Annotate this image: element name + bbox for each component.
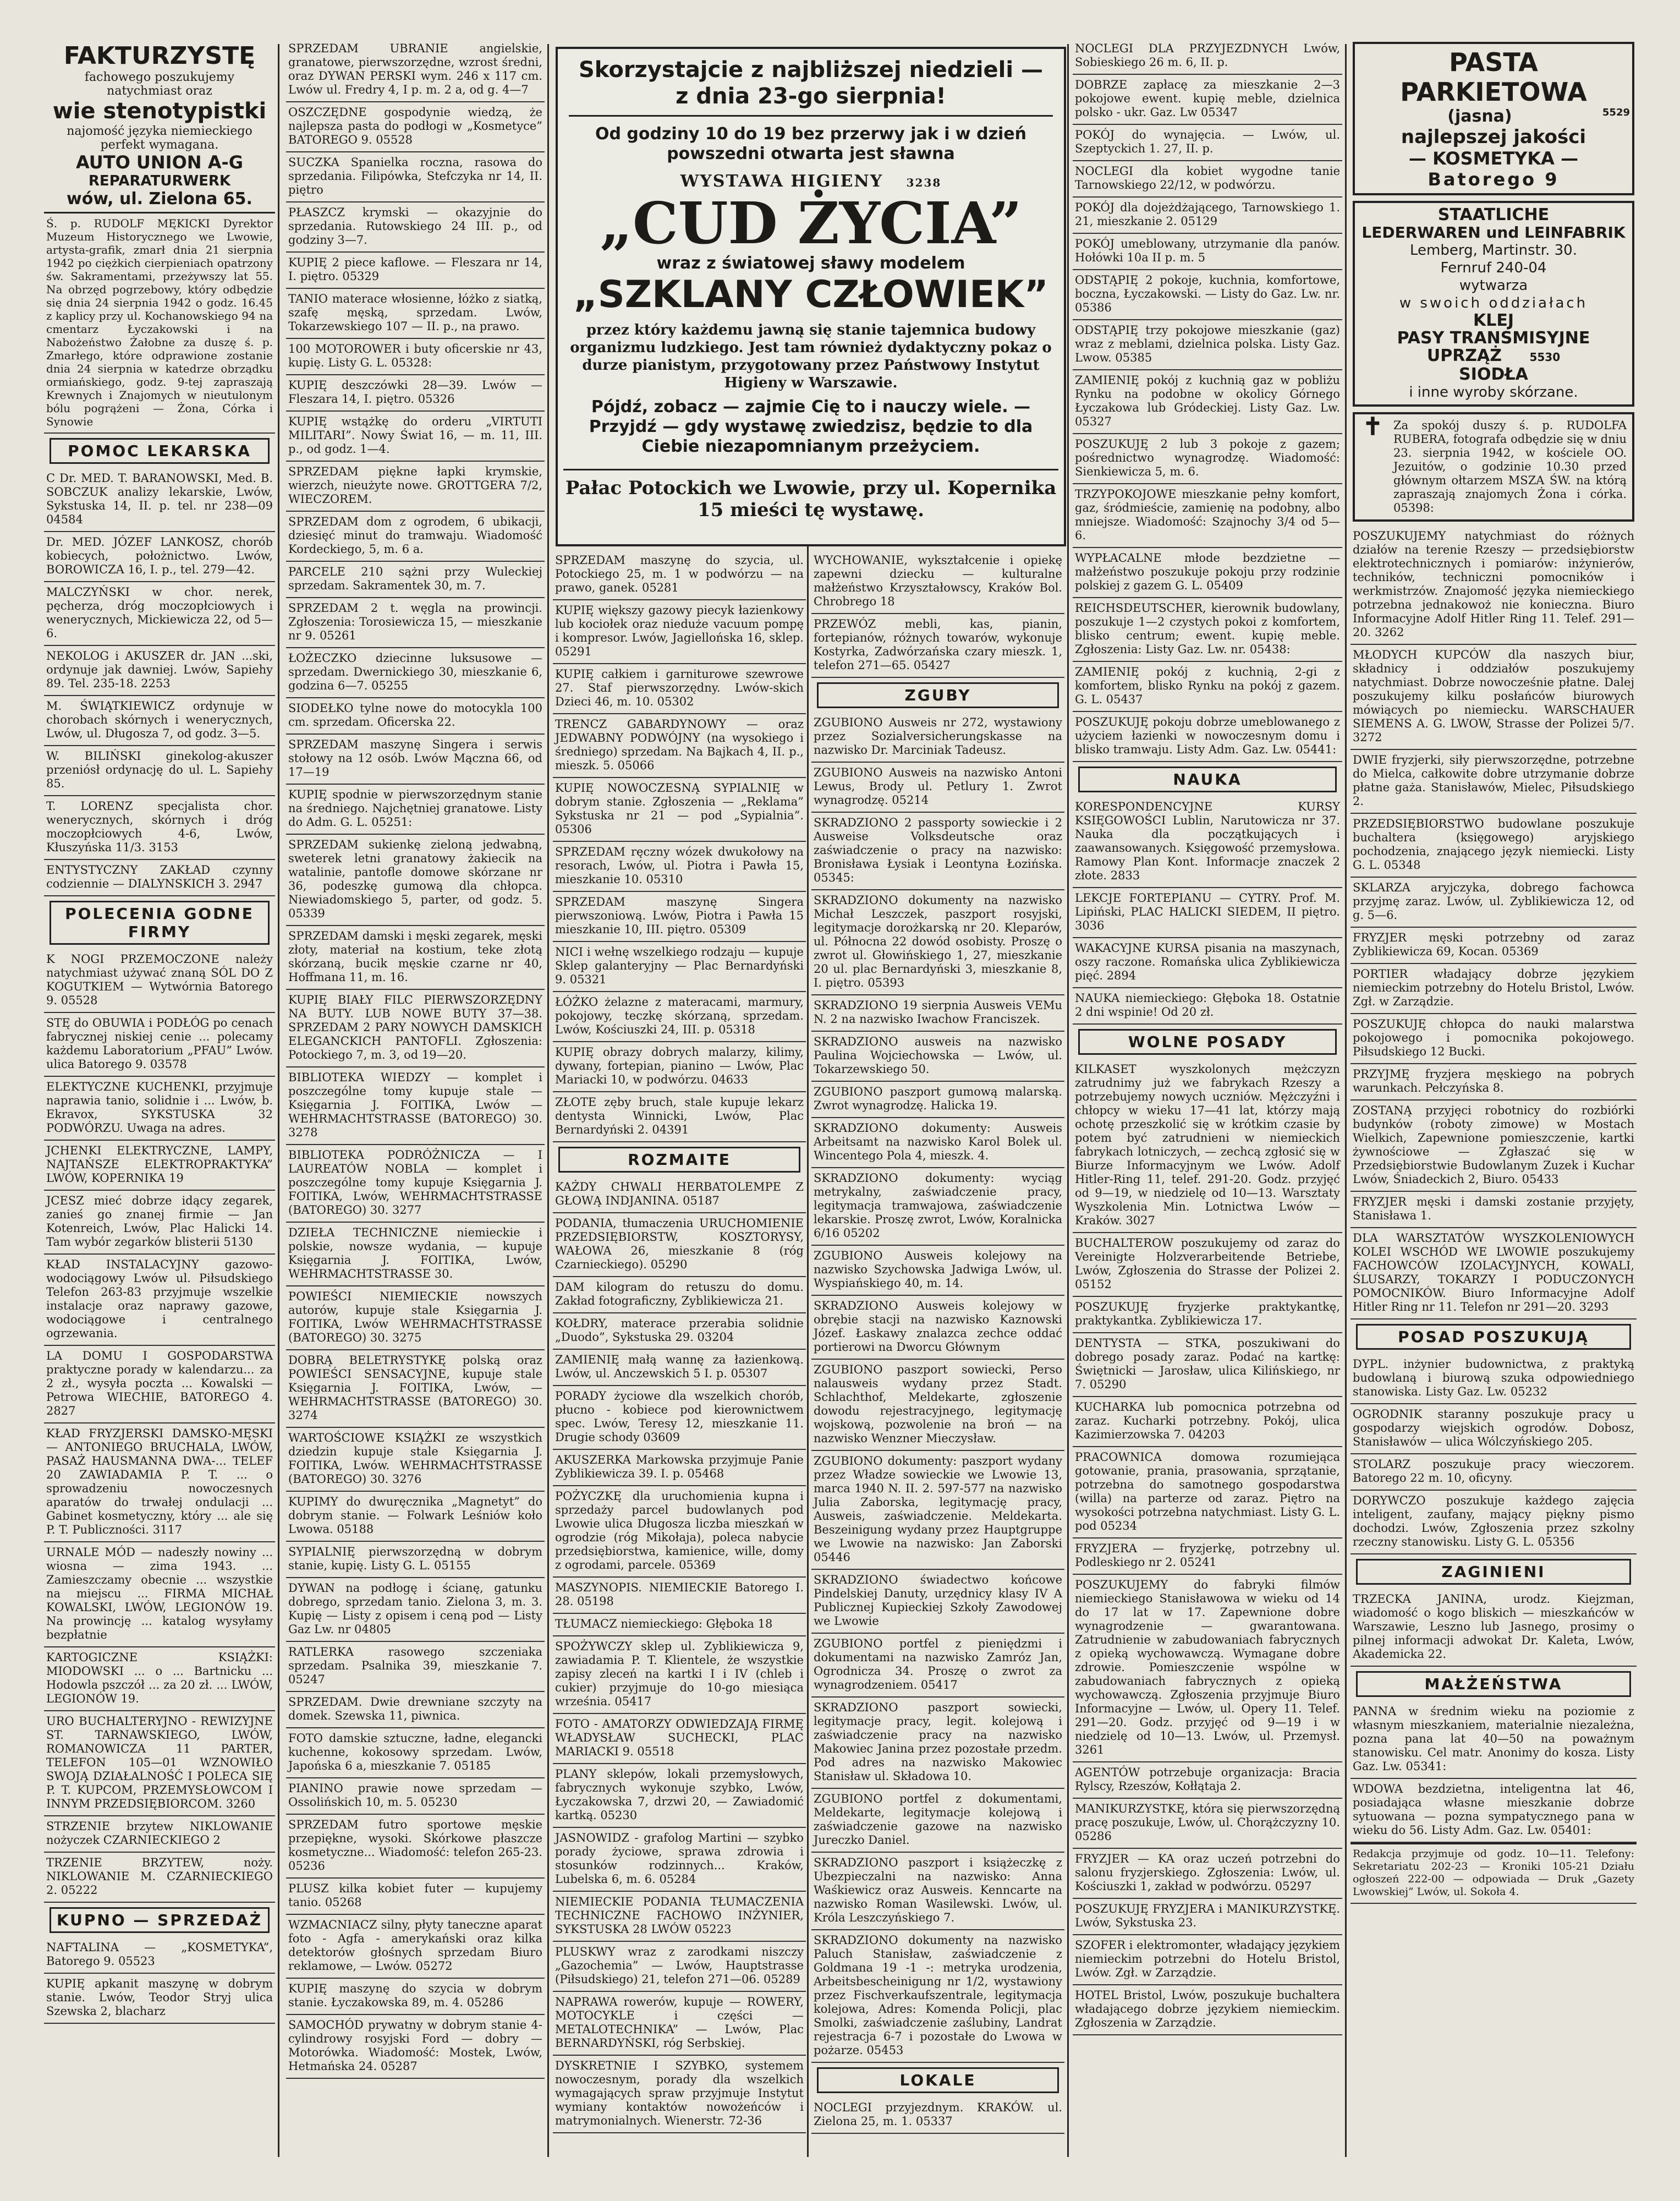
- classified-ad: WZMACNIACZ silny, płyty taneczne aparat foto - Agfa - amerykański oraz kilka detektorów głośnych sprzedam Biuro reklamowe, — Lwów. 05272: [286, 1915, 545, 1979]
- classified-ad: PANNA w średnim wieku na poziomie z własnym mieszkaniem, materialnie niezależna, pozna pana lat 40—50 na poważnym stanowisku. Cel matr. Anonimy do kosza. Listy Gaz. Lw. 05341:: [1350, 1701, 1637, 1779]
- classified-ad: POWIEŚCI NIEMIECKIE nowszych autorów, kupuje stale Księgarnia J. FOITIKA, Lwów WEHRMACHTSTRASSE (BATOREGO) 30. 3275: [286, 1286, 545, 1350]
- classified-ad: SKRADZIONO świadectwo końcowe Pindelskiej Danuty, urzędnicy klasy IV A Publicznej Kupieckiej Szkoły Zawodowej we Lwowie: [811, 1570, 1064, 1634]
- classified-ad: NOCLEGI przyjezdnym. KRAKÓW. ul. Zielona 25, m. 1. 05337: [811, 2098, 1064, 2134]
- classified-ad: FRYZJER męski potrzebny od zaraz Zyblikiewicza 69, Kocan. 05369: [1350, 928, 1637, 964]
- classified-ad: KUCHARKA lub pomocnica potrzebna od zaraz. Kucharki potrzebny. Pokój, ulica Kazimierzowska 7. 04203: [1073, 1397, 1342, 1447]
- classified-ad: ZGUBIONO Ausweis nr 272, wystawiony przez Sozialversicherungskasse na nazwisko Dr. Marciniak Tadeusz.: [811, 713, 1064, 763]
- classified-ad: PRACOWNICA domowa rozumiejąca gotowanie, prania, prasowania, sprzątanie, potrzebna do samotnego gospodarstwa (willa) na parterze od zaraz. Piętro na wysokości potrzebna natychmiast. Listy G. L. pod 05234: [1073, 1447, 1342, 1538]
- classified-ad: KUPIMY do dwuręcznika „Magnetyt” do dobrym stanie. — Folwark Leśniów koło Lwowa. 05188: [286, 1492, 545, 1542]
- ad-list: [44, 1937, 275, 2024]
- classified-ad: SPRZEDAM maszynę Singera pierwszoniową. Lwów, Piotra i Pawła 15 mieszkanie 10, III. piętro. 05309: [553, 892, 806, 942]
- column-3b: [811, 550, 1064, 2157]
- classified-ad: KUPIĘ apkanit maszynę w dobrym stanie. Lwów, Teodor Stryj ulica Szewska 2, blacharz: [44, 1974, 275, 2024]
- classified-ad: BIBLIOTEKA WIEDZY — komplet i poszczególne tomy kupuje stale — Księgarnia J. FOITIKA, Lwów — WEHRMACHTSTRASSE (BATOREGO) 30. 3278: [286, 1067, 545, 1145]
- ad-title: PASTA PARKIETOWA: [1400, 47, 1587, 107]
- promo-location: Pałac Potockich we Lwowie, przy ul. Kopernika 15 mieści tę wystawę.: [563, 469, 1058, 521]
- classified-ad: FRYZJER — KA oraz uczeń potrzebni do salonu fryzjerskiego. Zgłoszenia: Lwów, ul. Kościuszki 1, zakład w podwórzu. 05297: [1073, 1849, 1342, 1899]
- classified-ad: POKÓJ umeblowany, utrzymanie dla panów. Hołówki 10a II p. m. 5: [1073, 234, 1342, 270]
- column-rule: [278, 44, 279, 2157]
- promo-model: „SZKLANY CZŁOWIEK”: [573, 273, 1048, 316]
- classified-ad: AGENTÓW potrzebuje organizacja: Bracia Rylscy, Rzeszów, Kołłątaja 2.: [1073, 1762, 1342, 1799]
- classified-ad: PŁASZCZ krymski — okazyjnie do sprzedania. Rutowskiego 24 III. p., od godziny 3—7.: [286, 202, 545, 253]
- section-header: POMOC LEKARSKA: [50, 438, 270, 464]
- section-header: ZGUBY: [817, 682, 1059, 708]
- section-header: KUPNO — SPRZEDAŻ: [50, 1907, 270, 1933]
- classified-ad: SPRZEDAM dom z ogrodem, 6 ubikacji, dziesięć minut do tramwaju. Wiadomość Kordeckiego, 5, m. 6 a.: [286, 512, 545, 562]
- ad-list: [44, 468, 275, 896]
- ad-title: FAKTURZYSTĘ: [63, 42, 256, 70]
- ad-line: SIODŁA: [1459, 365, 1528, 384]
- classified-ad: SPRZEDAM ręczny wózek dwukołowy na resorach, Lwów, ul. Piotra i Pawła 15, mieszkanie 10. 05310: [553, 842, 806, 892]
- classified-ad: JASNOWIDZ - grafolog Martini — szybko porady życiowe, sprawa zdrowia i stosunków rodzinnych... Kraków, Lubelska 6, m. 6. 05284: [553, 1828, 806, 1892]
- ad-list: [1350, 526, 1637, 1319]
- classified-ad: KUPIĘ obrazy dobrych malarzy, kilimy, dywany, fortepian, pianino — Lwów, Plac Mariacki 10, w podwórzu. 04633: [553, 1042, 806, 1092]
- classified-ad: REICHSDEUTSCHER, kierownik budowlany, poszukuje 1—2 czystych pokoi z komfortem, blisko centrum; ewent. kupię meble. Zgłoszenia: Listy Gaz. Lw. nr. 05438:: [1073, 598, 1342, 662]
- promo-exhibition-name: WYSTAWA HIGIENY: [680, 172, 883, 191]
- section-header: LOKALE: [817, 2067, 1059, 2093]
- ad-lederwaren: [1353, 201, 1634, 407]
- ad-list: [811, 2098, 1064, 2134]
- classified-ad: SKRADZIONO ausweis na nazwisko Paulina Wojciechowska — Lwów, ul. Tokarzewskiego 50.: [811, 1032, 1064, 1082]
- classified-ad: POSZUKUJĘ 2 lub 3 pokoje z gazem; pośrednictwo wynagrodzę. Wiadomość: Sienkiewicza 5, m. 6.: [1073, 434, 1342, 484]
- ad-company: AUTO UNION A-G: [75, 152, 244, 173]
- classified-ad: LEKCJE FORTEPIANU — CYTRY. Prof. M. Lipiński, PLAC HALICKI SIEDEM, II piętro. 3036: [1073, 888, 1342, 938]
- obituary-text: Za spokój duszy ś. p. RUDOLFA RUBERA, fotografa odbędzie się w dniu 23. sierpnia 1942, w kościele OO. Jezuitów, o godzinie 10.30 przed głównym ołtarzem MSZA ŚW. na którą zapraszają znajomych Żona i córka. 05398:: [1393, 419, 1627, 514]
- classified-ad: KŁAD FRYZJERSKI DAMSKO-MĘSKI — ANTONIEGO BRUCHALA, LWÓW, PASAŻ HAUSMANNA DWA-... TELEF 20 ZAWIADAMIA P. T. ... o sprowadzeniu nowoczesnych aparatów do trwałej ondulacji ... Gabinet kosmetyczny, który ... ale się P. T. Publiczności. 3117: [44, 1423, 275, 1542]
- classified-ad: ZAMIENIĘ pokój z kuchnią, 2-gi z komfortem, blisko Rynku na pokój z gazem. G. L. 05437: [1073, 662, 1342, 712]
- ad-address: Batorego 9: [1428, 169, 1560, 190]
- classified-ad: NICI i wełnę wszelkiego rodzaju — kupuje Sklep galanteryjny — Plac Bernardyński 9. 05321: [553, 942, 806, 992]
- classified-ad: WDOWA bezdzietna, inteligentna lat 46, posiadająca własne mieszkanie dobrze sytuowana — pozna sympatycznego pana w wieku do 56. Listy Adm. Gaz. Lw. 05401:: [1350, 1779, 1637, 1843]
- ad-list: [811, 550, 1064, 678]
- ad-list: [1073, 1059, 1342, 2035]
- classified-ad: DYWAN na podłogę i ścianę, gatunku dobrego, sprzedam tanio. Zielona 3, m. 3. Kupię — Listy z opisem i ceną pod — Listy Gaz Lw. nr 04805: [286, 1578, 545, 1642]
- classified-ad: LA DOMU I GOSPODARSTWA praktyczne porady w kalendarzu... za 2 zł., wysyła poczta ... Kowalski — Petrowa WIECHIE, BATOREGO 4. 2827: [44, 1346, 275, 1423]
- ad-list: [44, 949, 275, 1903]
- classified-ad: POSZUKUJĘ FRYZJERA i MANIKURZYSTKĘ. Lwów, Sykstuska 23.: [1073, 1899, 1342, 1935]
- classified-ad: W. BILIŃSKI ginekolog-akuszer przeniósł ordynację do ul. L. Sapiehy 85.: [44, 746, 275, 796]
- column-rule: [807, 545, 809, 2157]
- classified-ad: OGRODNIK staranny poszukuje pracy u gospodarzy wiejskich ogrodów. Dobosz, Stanisławów — ulica Wólczyńskiego 205.: [1350, 1404, 1637, 1454]
- ad-line: w swoich oddziałach: [1399, 295, 1588, 311]
- classified-ad: WAKACYJNE KURSA pisania na maszynach, oszy raczone. Romańska ulica Zyblikiewicza pięć. 2894: [1073, 938, 1342, 988]
- column-rule: [547, 44, 549, 2157]
- classified-ad: SPRZEDAM damski i męski zegarek, męski złoty, materiał na kostium, teke złotą skórzaną, bucik męskie czarne nr 40, Hoffmana 11, m. 16.: [286, 926, 545, 990]
- classified-ad: ODSTĄPIĘ 2 pokoje, kuchnia, komfortowe, boczna, Łyczakowski. — Listy do Gaz. Lw. nr. 05386: [1073, 270, 1342, 320]
- classified-ad: NAPRAWA rowerów, kupuje — ROWERY, MOTOCYKLE i części — METALOTECHNIKA” — Lwów, Plac BERNARDYŃSKI, róg Serbskiej.: [553, 1992, 806, 2056]
- classified-ad: JCESZ mieć dobrze idący zegarek, zanieś go znanej firmie — Jan Kotenreich, Lwów, Plac Halicki 14. Tam wybór zegarków blisterii 5130: [44, 1191, 275, 1255]
- classified-ad: WARTOŚCIOWE KSIĄŻKI ze wszystkich dziedzin kupuje stale Księgarnia J. FOITIKA, Lwów. WEHRMACHTSTRASSE (BATOREGO) 30. 3276: [286, 1428, 545, 1492]
- ad-line-text: UPRZĄŻ: [1426, 346, 1502, 365]
- classified-ad: SKRADZIONO Ausweis kolejowy w obrębie stacji na nazwisko Kaznowski Józef. Łaskawy znalazca zechce oddać portierowi na Dworcu Głównym: [811, 1296, 1064, 1360]
- classified-ad: SPRZEDAM maszynę Singera i serwis stołowy na 12 osób. Lwów Mączna 66, od 17—19: [286, 735, 545, 785]
- classified-ad: KUPIĘ wstążkę do orderu „VIRTUTI MILITARI”. Nowy Świat 16, — m. 11, III. p., od godz. 1—4.: [286, 412, 545, 462]
- classified-ad: SUCZKA Spanielka roczna, rasowa do sprzedania. Filipówka, Stefczyka nr 14, II. piętro: [286, 152, 545, 202]
- classified-ad: DZIEŁA TECHNICZNE niemieckie i polskie, nowsze wydania, — kupuje Księgarnia J. FOITIKA, Lwów, WEHRMACHTSTRASSE 30.: [286, 1223, 545, 1286]
- ad-ref: 5529: [1602, 107, 1630, 118]
- classified-ad: DYSKRETNIE I SZYBKO, systemem nowoczesnym, porady dla wszelkich wymagających spraw przyjmuje Instytut wymiany kontaktów nowożeńców i matrymonialnych. Wienerstr. 72-36: [553, 2056, 806, 2133]
- classified-ad: PRZEDSIĘBIORSTWO budowlane poszukuje buchaltera (księgowego) aryjskiego pochodzenia, znającego język niemiecki. Listy G. L. 05348: [1350, 814, 1637, 878]
- classified-ad: PODANIA, tłumaczenia URUCHOMIENIE PRZEDSIĘBIORSTW, KOSZTORYSY, WAŁOWA 26, mieszkanie 8 (róg Czarnieckiego). 05290: [553, 1213, 806, 1277]
- ad-shop: — KOSMETYKA —: [1408, 148, 1579, 169]
- obituary-2: [1353, 412, 1634, 522]
- classified-ad: SKRADZIONO dokumenty: wyciąg metrykalny, zaświadczenie pracy, legitymacja tramwajowa, zaświadczenie lekarskie. Proszę zwrot, Lwów, Koralnicka 6/16 05202: [811, 1168, 1064, 1246]
- classified-ad: TRZYPOKOJOWE mieszkanie pełny komfort, gaz, śródmieście, zamienię na podobny, albo mniejsze. Wiadomość: Szajnochy 3/4 od 5—6.: [1073, 484, 1342, 548]
- classified-ad: JCHENKI ELEKTRYCZNE, LAMPY, NAJTAŃSZE ELEKTROPRAKTYKA” LWÓW, KOPERNIKA 19: [44, 1141, 275, 1191]
- classified-ad: SKRADZIONO dokumenty na nazwisko Paluch Stanisław, zaświadczenie z Goldmana 19 -1 -: metryka urodzenia, Arbeitsbescheinigung nr 1/2, wystawiony przez Fischverkaufszentrale, legitymacja kolejowa, Adres: Komenda Policji, plac Smolki, zaświadczenie zaślubiny, Landrat rejestracja 6-7 i pozostałe do Lwowa w pożarze. 05453: [811, 1930, 1064, 2063]
- section-header: POLECENIA GODNE FIRMY: [50, 901, 270, 945]
- classified-ad: DOBRĄ BELETRYSTYKĘ polską oraz POWIEŚCI SENSACYJNE, kupuje stale Księgarnia J. FOITIKA, Lwów, — WEHRMACHTSTRASSE (BATOREGO) 30. 3274: [286, 1350, 545, 1428]
- classified-ad: FOTO damskie sztuczne, ładne, elegancki kuchenne, kokosowy sprzedam. Lwów, Japońska 6 a, mieszkanie 7. 05185: [286, 1728, 545, 1778]
- classified-ad: HOTEL Bristol, Lwów, poszukuje buchaltera władającego dobrze językiem niemieckim. Zgłoszenia w Zarządzie.: [1073, 1985, 1342, 2035]
- classified-ad: TANIO materace włosienne, łóżko z siatką, szafę męską, sprzedam. Lwów, Tokarzewskiego 107 — II. p., na prawo.: [286, 289, 545, 339]
- promo-title: „CUD ŻYCIA”: [600, 189, 1022, 257]
- ad-fakturzysta: [44, 39, 275, 213]
- classified-ad: KARTOGICZNE KSIĄŻKI: MIODOWSKI ... o ... Bartnicku ... Hodowla pszczół ... za 20 zł. ... LWÓW, LEGIONÓW 19.: [44, 1647, 275, 1711]
- classified-ad: WYPŁACALNE młode bezdzietne — małżeństwo poszukuje pokoju przy rodzinie polskiej z gazem G. L. 05409: [1073, 548, 1342, 598]
- classified-ad: POSZUKUJĘ chłopca do nauki malarstwa pokojowego i pomocnika pokojowego. Piłsudskiego 12 Bucki.: [1350, 1014, 1637, 1064]
- classified-ad: KUPIĘ 2 piece kaflowe. — Fleszara nr 14, I. piętro. 05329: [286, 253, 545, 289]
- ad-line: PASY TRANSMISYJNE: [1397, 328, 1590, 348]
- promo-ref: 3238: [906, 176, 942, 189]
- classified-ad: NOCLEGI DLA PRZYJEZDNYCH Lwów, Sobieskiego 26 m. 6, II. p.: [1073, 39, 1342, 75]
- promo-with: wraz z światowej sławy modelem: [656, 254, 965, 273]
- promo-description: przez który każdemu jawną się stanie tajemnica budowy organizmu ludzkiego. Jest tam również dydaktyczny pokaz o durze pianistym, przygotowany przez Państwowy Instytut Higieny w Warszawie.: [570, 322, 1052, 391]
- cross-icon: ✝: [1363, 413, 1383, 441]
- classified-ad: OSZCZĘDNE gospodynie wiedzą, że najlepsza pasta do podłogi w „Kosmetyce” BATOREGO 9. 05528: [286, 102, 545, 152]
- classified-ad: ZGUBIONO portfel z dokumentami, Meldekarte, legitymacje kolejową i zaświadczenie gazowe na nazwisko Jureczko Daniel.: [811, 1789, 1064, 1853]
- ad-company: REPARATURWERK: [88, 173, 231, 189]
- classified-ad: SPRZEDAM UBRANIE angielskie, granatowe, pierwszorzędne, wzrost średni, oraz DYWAN PERSKI wym. 246 x 117 cm. Lwów ul. Fredry 4, I p. m. 2 a, od g. 4—7: [286, 39, 545, 102]
- section-header: ROZMAITE: [558, 1147, 800, 1173]
- classified-ad: MŁODYCH KUPCÓW dla naszych biur, składnicy i oddziałów poszukujemy natychmiast. Dobrze nowocześnie płatne. Dalej poszukujemy kilku posłańców biurowych mówiących po niemiecku. WARSCHAUER SIEMENS A. G. LWOW, Strasse der Polizei 5/7. 3272: [1350, 645, 1637, 750]
- ad-body: fachowego poszukujemy natychmiast oraz: [84, 70, 235, 98]
- classified-ad: K NOGI PRZEMOCZONE należy natychmiast używać znaną SÓL DO Z KOGUTKIEM — Wytwórnia Batorego 9. 05528: [44, 949, 275, 1013]
- classified-ad: M. ŚWIĄTKIEWICZ ordynuje w chorobach skórnych i wenerycznych, Lwów, ul. Długosza 7, od godz. 3—5.: [44, 696, 275, 746]
- classified-ad: ŁOŻECZKO dziecinne luksusowe — sprzedam. Dwernickiego 30, mieszkanie 6, godzina 6—7. 05255: [286, 648, 545, 698]
- classified-ad: C Dr. MED. T. BARANOWSKI, Med. B. SOBCZUK analizy lekarskie, Lwów, Sykstuska 14, II. p. tel. nr 238—09 04584: [44, 468, 275, 532]
- promo-hours: Od godziny 10 do 19 bez przerwy jak i w dzień powszedni otwarta jest sławna: [595, 124, 1027, 163]
- classified-ad: KUPIĘ deszczówki 28—39. Lwów — Fleszara 14, I. piętro. 05326: [286, 375, 545, 412]
- classified-ad: PLANY sklepów, lokali przemysłowych, fabrycznych wykonuje szybko, Lwów, Łyczakowska 7, drzwi 20, — Zawiadomić kartką. 05230: [553, 1764, 806, 1828]
- classified-ad: DWIE fryzjerki, siły pierwszorzędne, potrzebne do Mielca, całkowite dobre utrzymanie dobrze płatne gaża. Stanisławów, Mielec, Piłsudskiego 2.: [1350, 750, 1637, 814]
- column-rule: [1345, 44, 1347, 2157]
- classified-ad: SPRZEDAM piękne łapki krymskie, wierzch, nieużyte nowe. GROTTGERA 7/2, WIECZOREM.: [286, 462, 545, 512]
- classified-ad: TŁUMACZ niemieckiego: Głęboka 18: [553, 1614, 806, 1636]
- classified-ad: ZGUBIONO paszport sowiecki, Perso nalausweis wydany przez Stadt. Schlachthof, Meldekarte, zgłoszenie dowodu rejestracyjnego, legitymację wojskową, pozwolenie na broń — na nazwisko Wenzner Mieczysław.: [811, 1360, 1064, 1451]
- classified-ad: TRZECKA JANINA, urodz. Kiejzman, wiadomość o kogo bliskich — mieszkańców w Warszawie, Leszno lub Jasnego, prosimy o pilnej informacji adwokat Dr. Kaleta, Lwów, Akademicka 22.: [1350, 1589, 1637, 1667]
- classified-ad: DORYWCZO poszukuje każdego zajęcia inteligent, zaufany, mający piękny pismo dochodzi. Lwów, Zgłoszenia przez szkolny rzeczny stanowisku. Listy G. L. 05356: [1350, 1491, 1637, 1554]
- classified-ad: KUPIĘ całkiem i garniturowe szewrowe 27. Staf pierwszorzędny. Lwów-skich Dzieci 46, m. 10. 05302: [553, 664, 806, 714]
- classified-ad: KUPIĘ NOWOCZESNĄ SYPIALNIĘ w dobrym stanie. Zgłoszenia — „Reklama” Sykstuska nr 21 — pod „Sypialnia”. 05306: [553, 778, 806, 842]
- classified-ad: ZGUBIONO paszport gumową malarską. Zwrot wynagrodzę. Halicka 19.: [811, 1082, 1064, 1118]
- classified-ad: FRYZJER męski i damski zostanie przyjęty, Stanisława 1.: [1350, 1192, 1637, 1228]
- classified-ad: NEKOLOG i AKUSZER dr. JAN ...ski, ordynuje jak dawniej. Lwów, Sapiehy 89. Tel. 235-18. 2253: [44, 646, 275, 696]
- classified-ad: T. LORENZ specjalista chor. wenerycznych, skórnych i dróg moczopłciowych 4-6, Lwów, Kłuszyńska 11/3. 3153: [44, 796, 275, 860]
- classified-ad: MASZYNOPIS. NIEMIECKIE Batorego I. 28. 05198: [553, 1578, 806, 1614]
- ad-list: [553, 1177, 806, 2133]
- ad-sub: [1357, 107, 1630, 126]
- classified-ad: STĘ do OBUWIA i PODŁÓG po cenach fabrycznej niskiej cenie ... polecamy każdemu Laboratorium „PFAU” Lwów. ulica Batorego 9. 03578: [44, 1013, 275, 1077]
- exhibition-advert: [556, 47, 1066, 546]
- classified-ad: POSZUKUJĘ fryzjerke praktykantkę, praktykantka. Zyblikiewicza 17.: [1073, 1297, 1342, 1333]
- classified-ad: ZŁOTE zęby bruch, stale kupuje lekarz dentysta Winnicki, Lwów, Plac Bernardyński 2. 04391: [553, 1092, 806, 1142]
- ad-list: [286, 39, 545, 2079]
- classified-ad: SKLARZA aryjczyka, dobrego fachowca przyjmę zaraz. Lwów, ul. Zyblikiewicza 12, od g. 5—6.: [1350, 878, 1637, 928]
- classified-ad: MALCZYŃSKI w chor. nerek, pęcherza, dróg moczopłciowych i wenerycznych, Mickiewicza 22, od 5—6.: [44, 582, 275, 646]
- classified-ad: KUPIĘ większy gazowy piecyk łazienkowy lub kociołek oraz nieduże vacuum pompę i kompresor. Lwów, Jagiellońska 16, sklep. 05291: [553, 600, 806, 664]
- classified-ad: SKRADZIONO 19 sierpnia Ausweis VEMu N. 2 na nazwisko Iwachow Franciszek.: [811, 995, 1064, 1032]
- classified-ad: SPOŻYWCZY sklep ul. Zyblikiewicza 9, zawiadamia P. T. Klientele, że wszystkie zapisy zleceń na kartki I i IV (chleb i cukier) przyjmuje do 10-go miesiąca września. 05417: [553, 1636, 806, 1714]
- obituary: Ś. p. RUDOLF MĘKICKI Dyrektor Muzeum Historycznego we Lwowie, artysta-grafik, zmarł dnia 21 sierpnia 1942 po ciężkich cierpieniach opatrzony św. Sakramentami, przeżywszy lat 55. Na obrzęd pogrzebowy, który odbędzie się dnia 24 sierpnia 1942 o godz. 16.45 z kaplicy przy ul. Kochanowskiego 94 na cmentarz Łyczakowski i na Nabożeństwo Żałobne za duszę ś. p. Zmarłego, które odprawione zostanie dnia 24 sierpnia w katedrze obrządku ormiańskiego, godz. 9-tej zapraszają Krewnych i Znajomych w nieutulonym bólu pogrążeni — Żona, Córka i Synowie: [44, 213, 275, 434]
- classified-ad: NIEMIECKIE PODANIA TŁUMACZENIA TECHNICZNE FACHOWO INŻYNIER, SYKSTUSKA 28 LWÓW 05223: [553, 1892, 806, 1942]
- classified-ad: SPRZEDAM futro sportowe męskie przepiękne, wysoki. Skórkowe płaszcze kosmetyczne... Wiadomość: telefon 265-23. 05236: [286, 1815, 545, 1879]
- classified-ad: SIODEŁKO tylne nowe do motocykla 100 cm. sprzedam. Oficerska 22.: [286, 698, 545, 735]
- classified-ad: 100 MOTOROWER i buty oficerskie nr 43, kupię. Listy G. L. 05328:: [286, 339, 545, 375]
- classified-ad: Dr. MED. JÓZEF LANKOSZ, chorób kobiecych, położnictwo. Lwów, BOROWICZA 16, I. p., tel. 279—42.: [44, 532, 275, 582]
- ad-line: [1357, 347, 1630, 366]
- classified-ad: ELEKTYCZNE KUCHENKI, przyjmuje naprawia tanio, solidnie i ... Lwów, b. Ekravox, SYKSTUSKA 32 PODWÓRZU. Uwaga na adres.: [44, 1077, 275, 1141]
- classified-ad: FRYZJERA — fryzjerkę, potrzebny ul. Podleskiego nr 2. 05241: [1073, 1538, 1342, 1575]
- classified-ad: PLUSKWY wraz z zarodkami niszczy „Gazochemia” — Lwów, Hauptstrasse (Piłsudskiego) 21, telefon 271—06. 05289: [553, 1942, 806, 1992]
- classified-ad: NAUKA niemieckiego: Głęboka 18. Ostatnie 2 dni wspinie! Od 20 zł.: [1073, 988, 1342, 1025]
- classified-ad: POSZUKUJĘ pokoju dobrze umeblowanego z użyciem łazienki w nowoczesnym domu i blisko tramwaju. Listy Adm. Gaz. Lw. 05441:: [1073, 712, 1342, 762]
- classified-ad: URO BUCHALTERYJNO - REWIZYJNE ST. TARNAWSKIEGO, LWÓW, ROMANOWICZA 11 PARTER, TELEFON 105—01 WZNOWIŁO SWOJĄ DZIAŁALNOŚĆ I POLECA SIĘ P. T. KUPCOM, PRZEMYSŁOWCOM I INNYM PRZEDSIĘBIORCOM. 3260: [44, 1711, 275, 1816]
- ad-line: STAATLICHE: [1437, 205, 1550, 225]
- classified-ad: SPRZEDAM maszynę do szycia, ul. Potockiego 25, m. 1 w podwórzu — na prawo, ganek. 05281: [553, 550, 806, 600]
- section-header: POSAD POSZUKUJĄ: [1356, 1324, 1631, 1350]
- classified-ad: STRZENIE brzytew NIKLOWANIE nożyczek CZARNIECKIEGO 2: [44, 1816, 275, 1853]
- ad-address: wów, ul. Zielona 65.: [67, 189, 252, 209]
- classified-ad: ZGUBIONO Ausweis na nazwisko Antoni Lewus, Brody ul. Petlury 1. Zwrot wynagrodzę. 05214: [811, 763, 1064, 813]
- classified-ad: WYCHOWANIE, wykształcenie i opiekę zapewni dziecku — kulturalne małżeństwo Krzyształowscy, Kraków Bol. Chrobrego 18: [811, 550, 1064, 614]
- classified-ad: KORESPONDENCYJNE KURSY KSIĘGOWOŚCI Lublin, Narutowicza nr 37. Nauka dla początkujących i zaawansowanych. Księgowość przemysłowa. Ramowy Plan Kont. Informacje znaczek 2 złote. 2833: [1073, 797, 1342, 888]
- classified-ad: STOLARZ poszukuje pracy wieczorem. Batorego 22 m. 10, oficyny.: [1350, 1454, 1637, 1491]
- classified-ad: ZGUBIONO Ausweis kolejowy na nazwisko Szychowska Jadwiga Lwów, ul. Wyspiańskiego 40, m. 14.: [811, 1246, 1064, 1296]
- classified-ad: SYPIALNIĘ pierwszorzędną w dobrym stanie, kupię. Listy G. L. 05155: [286, 1542, 545, 1578]
- classified-ad: ODSTĄPIĘ trzy pokojowe mieszkanie (gaz) wraz z meblami, dzielnica polska. Listy Gaz. Lwow. 05385: [1073, 320, 1342, 370]
- column-2: [286, 39, 545, 2157]
- classified-ad: POSZUKUJEMY natychmiast do różnych działów na terenie Rzeszy — przedsiębiorstw elektrotechnicznych i pomiarów: inżynierów, techników, techniczni pomocników i werkmistrzów. Znajomość języka niemieckiego potrzebna jednakowoż nie konieczna. Biuro Informacyjne Adolf Hitler Ring 11. Telef. 291—20. 3262: [1350, 526, 1637, 645]
- classified-ad: FOTO - AMATORZY ODWIEDZAJĄ FIRMĘ WŁADYSŁAW SUCHECKI, PLAC MARIACKI 9. 05518: [553, 1714, 806, 1764]
- classified-ad: PRZYJMĘ fryzjera męskiego na pobrych warunkach. Pełczyńska 8.: [1350, 1064, 1637, 1100]
- classified-ad: KOŁDRY, materace przerabia solidnie „Duodo”, Sykstuska 29. 03204: [553, 1313, 806, 1350]
- ad-line: LEDERWAREN und LEINFABRIK: [1361, 223, 1626, 242]
- promo-invitation: Pójdź, zobacz — zajmie Cię to i nauczy wiele. — Przyjdź — gdy wystawę zwiedzisz, będzie to dla Ciebie niezapomnianym przeżyciem.: [589, 397, 1033, 456]
- classified-ad: URNALE MÓD — nadeszły nowiny ... wiosna — zima 1943. ... Zamieszczamy obecnie ... wszystkie na miejscu ... FIRMA MICHAŁ KOWALSKI, LWÓW, LEGIONÓW 19. Na prowincję ... katalog wysyłamy bezpłatnie: [44, 1542, 275, 1647]
- classified-ad: DENTYSTA — STKA, poszukiwani do dobrego posady zaraz. Podać na kartkę: Świętnicki — Jarosław, ulica Kilińskiego, nr 7. 05290: [1073, 1333, 1342, 1397]
- classified-ad: MANIKURZYSTKĘ, która się pierwszorzędną pracę poszukuje, Lwów, ul. Chorążczyzny 10. 05286: [1073, 1799, 1342, 1849]
- column-3a: [553, 550, 806, 2157]
- ad-list: [1350, 1589, 1637, 1667]
- classified-ad: ZGUBIONO portfel z pieniędzmi i dokumentami na nazwisko Zamróz Jan, Ogrodnicza 34. Proszę o zwrot za wynagrodzeniem. 05417: [811, 1634, 1064, 1698]
- classified-ad: ZGUBIONO dokumenty: paszport wydany przez Władze sowieckie we Lwowie 13, marca 1940 N. II. 2. 597-577 na nazwisko Julia Zaborska, legitymację pracy, Ausweis, zaświadczenie. Meldekarta. Beszeinigung wydany przez Hauptgruppe we Lwowie na nazwisko: Jan Zaborski 05446: [811, 1451, 1064, 1570]
- ad-line: i inne wyroby skórzane.: [1409, 384, 1578, 401]
- classified-ad: POKÓJ dla dojeżdżającego, Tarnowskiego 1. 21, mieszkanie 2. 05129: [1073, 198, 1342, 234]
- classified-ad: DYPL. inżynier budownictwa, z praktyką budowlaną i biurową szuka odpowiedniego stanowiska. Listy Gaz. Lw. 05232: [1350, 1354, 1637, 1404]
- classified-ad: NOCLEGI dla kobiet wygodne tanie Tarnowskiego 22/12, w podwórzu.: [1073, 161, 1342, 198]
- ad-line: Lemberg, Martinstr. 30.: [1410, 242, 1577, 259]
- footer: Redakcja przyjmuje od godz. 10—11. Telefony: Sekretariatu 202-23 — Kroniki 105-21 Działu ogłoszeń 222-00 — odpowiada — Druk „Gazety Lwowskiej” Lwów, ul. Sokoła 4.: [1350, 1843, 1637, 1904]
- classified-ad: KUPIĘ maszynę do szycia w dobrym stanie. Łyczakowska 89, m. 4. 05286: [286, 1979, 545, 2015]
- ad-quality: najlepszej jakości: [1401, 126, 1586, 148]
- classified-ad: SPRZEDAM. Dwie drewniane szczyty na domek. Szewska 11, piwnica.: [286, 1692, 545, 1728]
- column-rule: [1067, 44, 1069, 2157]
- ad-pasta-parkietowa: [1353, 42, 1634, 195]
- classified-ad: POSZUKUJEMY do fabryki filmów niemieckiego Stanisławowa w wieku od 14 do 17 lat w 17. Zapewnione dobre wynagrodzenie — gwarantowana. Zatrudnienie w zabudowaniach fabrycznych z opieką wychowawczą. Wymagane dobre zdrowie. Pomieszczenie wspólne w zabudowaniach fabrycznych z opieką wychowawczą. Zgłoszenia przyjmuje Biuro Informacyjne — Lwów, ul. Opery 11. Telef. 291—20. Godz. przyjęć od 9—19 i w niedzielę od 10—13. Lwów, ul. Przemysł. 3261: [1073, 1575, 1342, 1762]
- ad-title: wie stenotypistki: [52, 98, 267, 124]
- classified-ad: DAM kilogram do retuszu do domu. Zakład fotograficzny, Zyblikiewicza 21.: [553, 1277, 806, 1313]
- classified-ad: DLA WARSZTATÓW WYSZKOLENIOWYCH KOLEI WSCHÓD WE LWOWIE poszukujemy FACHOWCÓW IZOLACYJNYCH, KOWALI, ŚLUSARZY, TOKARZY I PODUCZONYCH POMOCNIKÓW. Biuro Informacyjne Adolf Hitler Ring nr 11. Telefon nr 291—20. 3293: [1350, 1228, 1637, 1319]
- classified-ad: KUPIĘ BIAŁY FILC PIERWSZORZĘDNY NA BUTY. LUB NOWE BUTY 37—38. SPRZEDAM 2 PARY NOWYCH DAMSKICH ELEGANCKICH PANTOFLI. Zgłoszenia: Potockiego 7, m. 3, od 19—20.: [286, 990, 545, 1067]
- classified-ad: SKRADZIONO dokumenty na nazwisko Michał Leszczek, paszport rosyjski, legitymacje dorożkarską nr 20. Kleparów, ul. Północna 22 dowód osobisty. Proszę o zwrot ul. Głowińskiego 1, 27, mieszkanie 20 ul. plac Bernardyński 3, mieszkanie 8, I. piętro. 05393: [811, 890, 1064, 995]
- classified-ad: KŁAD INSTALACYJNY gazowo-wodociągowy Lwów ul. Piłsudskiego Telefon 263-83 przyjmuje wszelkie instalacje oraz naprawy gazowe, wodociągowe i centralnego ogrzewania.: [44, 1255, 275, 1346]
- classified-ad: PORTIER władający dobrze językiem niemieckim potrzebny do Hotelu Bristol, Lwów. Zgł. w Zarządzie.: [1350, 964, 1637, 1014]
- ad-line: wytwarza: [1459, 277, 1528, 294]
- classified-ad: SAMOCHÓD prywatny w dobrym stanie 4-cylindrowy rosyjski Ford — dobry — Motorówka. Wiadomość: Mostek, Lwów, Hetmańska 24. 05287: [286, 2015, 545, 2079]
- classified-ad: SPRZEDAM 2 t. węgla na prowincji. Zgłoszenia: Torosiewicza 15, — mieszkanie nr 9. 05261: [286, 598, 545, 648]
- classified-ad: AKUSZERKA Markowska przyjmuje Panie Zyblikiewicza 39. I. p. 05468: [553, 1450, 806, 1486]
- ad-list: [811, 713, 1064, 2063]
- classified-ad: ENTYSTYCZNY ZAKŁAD czynny codziennie — DIALYNSKICH 3. 2947: [44, 860, 275, 896]
- classified-ad: SKRADZIONO dokumenty: Ausweis Arbeitsamt na nazwisko Karol Bolek ul. Wincentego Pola 4, mieszk. 4.: [811, 1118, 1064, 1168]
- ad-list: [553, 550, 806, 1142]
- promo-headline: Skorzystajcie z najbliższej niedzieli — z dnia 23-go sierpnia!: [569, 57, 1053, 117]
- classified-ad: PRZEWÓZ mebli, kas, pianin, fortepianów, różnych towarów, wykonuje Kostyrka, Zadwórzańska czary mieszk. 1, telefon 271—65. 05427: [811, 614, 1064, 678]
- classified-ad: TRENCZ GABARDYNOWY — oraz JEDWABNY PODWÓJNY (na wysokiego i średniego) sprzedam. Na Bajkach 4, II. p., mieszk. 5. 05066: [553, 714, 806, 778]
- classified-ad: PARCELE 210 sążni przy Wuleckiej sprzedam. Sakramentek 30, m. 7.: [286, 562, 545, 598]
- classified-ad: ZAMIENIĘ pokój z kuchnią gaz w pobliżu Rynku na podobne w okolicy Górnego Łyczakowa lub Gródeckiej. Listy Gaz. Lw. 05327: [1073, 370, 1342, 434]
- ad-body: najomość języka niemieckiego perfekt wymagana.: [67, 124, 252, 152]
- ad-line: KLEJ: [1473, 311, 1514, 330]
- classified-ad: NAFTALINA — „KOSMETYKA”, Batorego 9. 05523: [44, 1937, 275, 1974]
- classified-ad: PORADY życiowe dla wszelkich chorób, płucno - kobiece pod kierownictwem spec. Lwów, Teresy 12, mieszkanie 11. Drugie schody 03609: [553, 1386, 806, 1450]
- ad-ref: 5530: [1529, 351, 1561, 364]
- ad-line: Fernruf 240-04: [1440, 260, 1547, 276]
- classified-ad: SPRZEDAM sukienkę zieloną jedwabną, sweterek letni granatowy żakiecik na watalinie, pantofle domowe skórzane nr 36, podeszkę gumową dla chłopca. Niewiadomskiego 5, parter, od godz. 5. 05339: [286, 835, 545, 926]
- classified-ad: ZAMIENIĘ małą wannę za łazienkową. Lwów, ul. Anczewskich 5 I. p. 05307: [553, 1350, 806, 1386]
- ad-sub-text: (jasna): [1447, 107, 1512, 126]
- column-1: [44, 39, 275, 2157]
- classified-ad: SKRADZIONO paszport sowiecki, legitymacje pracy, legit. kolejową i zaświadczenie pracy na nazwisko Makowiec Janina przez pozostałe przedm. Pod adres na nazwisko Makowiec Stanisław ul. Składowa 10.: [811, 1698, 1064, 1789]
- classified-ad: BUCHALTEROW poszukujemy od zaraz do Vereinigte Holzverarbeitende Betriebe, Lwów, Zgłoszenia do Strasse der Polizei 2. 05152: [1073, 1233, 1342, 1297]
- classified-ad: PIANINO prawie nowe sprzedam — Ossolińskich 10, m. 5. 05230: [286, 1778, 545, 1815]
- classified-ad: POŻYCZKĘ dla uruchomienia kupna i sprzedaży parcel budowlanych pod Lwowie ulica Długosza liczba mieszkań w ogrodzie (róg Mikołaja), poleca nabycie przedsiębiorstwa, kamienice, wille, domy z ogrodami, parcele. 05369: [553, 1486, 806, 1578]
- classified-ad: ŁÓŻKO żelazne z materacami, marmury, pokojowy, teczkę skórzaną, sprzedam. Lwów, Kościuszki 24, III. p. 05318: [553, 992, 806, 1042]
- section-header: NAUKA: [1078, 766, 1337, 792]
- classified-ad: SKRADZIONO 2 passporty sowieckie i 2 Ausweise Volksdeutsche oraz zaświadczenie o pracy na nazwisko: Bronisława Łysiak i Leontyna Łozińska. 05345:: [811, 813, 1064, 890]
- section-header: WOLNE POSADY: [1078, 1029, 1337, 1055]
- classified-ad: KILKASET wyszkolonych mężczyzn zatrudnimy już we fabrykach Rzeszy a potrzebujemy nowych uczniów. Mężczyźni i chłopcy w wieku 17—41 lat, którzy mają ochotę przeszkolić się w krótkim czasie by potem być zatrudnieni w niemieckich fabrykach lotniczych, — zechcą zgłosić się w Biurze Informacyjnym we Lwów. Adolf Hitler-Ring 11, telef. 291-20. Godz. przyjęć od 9—19, w niedzielę od 10—13. Warsztaty Wyszkolenia Min. Lotnictwa Lwów — Kraków. 3027: [1073, 1059, 1342, 1233]
- classified-ad: KUPIĘ spodnie w pierwszorzędnym stanie na średniego. Najchętniej granatowe. Listy do Adm. G. L. 05251:: [286, 785, 545, 835]
- classified-ad: TRZENIE BRZYTEW, noży. NIKLOWANIE M. CZARNIECKIEGO 2. 05222: [44, 1853, 275, 1903]
- column-5: [1350, 39, 1637, 2157]
- ad-list: [1073, 797, 1342, 1025]
- section-header: ZAGINIENI: [1356, 1559, 1631, 1585]
- classified-ad: PLUSZ kilka kobiet futer — kupujemy tanio. 05268: [286, 1879, 545, 1915]
- ad-list: [1350, 1354, 1637, 1554]
- classified-ad: POKÓJ do wynajęcia. — Lwów, ul. Szeptyckich 1. 27, II. p.: [1073, 125, 1342, 161]
- ad-list: [1073, 39, 1342, 762]
- classified-ad: SKRADZIONO paszport i książeczkę z Ubezpieczalni na nazwisko: Anna Waśkiewicz oraz Ausweis. Kenncarte na nazwisko Roman Wasilewski. Lwów, ul. Króla Leszczyńskiego 7.: [811, 1853, 1064, 1930]
- classified-ad: BIBLIOTEKA PODRÓŻNICZA — I LAUREATÓW NOBLA — komplet i poszczególne tomy kupuje Księgarnia J. FOITIKA, Lwów, WEHRMACHTSTRASSE (BATOREGO) 30. 3277: [286, 1145, 545, 1223]
- classified-ad: ZOSTANĄ przyjęci robotnicy do rozbiórki budynków (roboty zimowe) w Mostach Wielkich, Zapewnione pomieszczenie, kartki żywnościowe — Zgłaszać się w Przedsiębiorstwie Budowlanym Zuzek i Kuchar Lwów, Śniadeckich 2, Biuro. 05433: [1350, 1100, 1637, 1192]
- section-header: MAŁŻEŃSTWA: [1356, 1671, 1631, 1697]
- classified-ad: SZOFER i elektromonter, władający językiem niemieckim potrzebni do Hotelu Bristol, Lwów. Zgł. w Zarządzie.: [1073, 1935, 1342, 1985]
- classified-ad: KAŻDY CHWALI HERBATOLEMPE Z GŁOWĄ INDJANINA. 05187: [553, 1177, 806, 1213]
- promo-exhibition: [558, 172, 1064, 191]
- ad-list: [1350, 1701, 1637, 1843]
- classified-ad: RATLERKA rasowego szczeniaka sprzedam. Psalnika 39, mieszkanie 7. 05247: [286, 1642, 545, 1692]
- column-4: [1073, 39, 1342, 2157]
- classified-ad: DOBRZE zapłacę za mieszkanie 2—3 pokojowe ewent. kupię meble, dzielnica polsko - ukr. Gaz. Lw 05347: [1073, 75, 1342, 125]
